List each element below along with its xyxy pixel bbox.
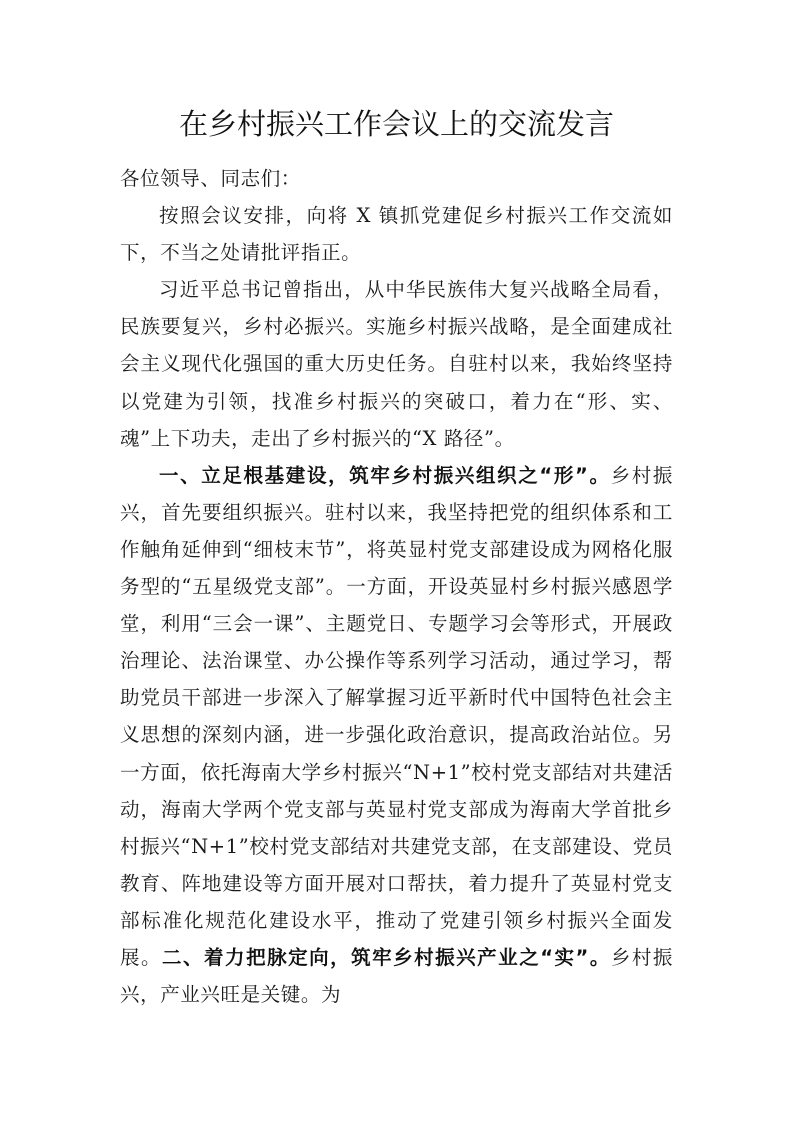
section-two-heading: 二、着力把脉定向，筑牢乡村振兴产业之“实”。 xyxy=(162,945,611,969)
section-one-text: 乡村振兴，首先要组织振兴。驻村以来，我坚持把党的组织体系和工作触角延伸到“细枝末节”，将英显村党支部建设成为网格化服务型的“五星级党支部”。一方面，开设英显村乡村振兴感恩学堂，利用“三会一课”、主题党日、专题学习会等形式，开展政治理论、法治课堂、办公操作等系列学习活动，通过学习，帮助党员干部进一步深入了解掌握习近平新时代中国特色社会主义思想的深刻内涵，进一步强化政治意识，提高政治站位。另一方面，依托海南大学乡村振兴“N+1”校村党支部结对共建活动，海南大学两个党支部与英显村党支部成为海南大学首批乡村振兴“N+1”校村党支部结对共建党支部，在支部建设、党员教育、阵地建设等方面开展对口帮扶，着力提升了英显村党支部标准化规范化建设水平，推动了党建引领乡村振兴全面发展。 xyxy=(120,463,673,969)
document-title: 在乡村振兴工作会议上的交流发言 xyxy=(178,107,614,141)
paragraph-background: 习近平总书记曾指出，从中华民族伟大复兴战略全局看，民族要复兴，乡村必振兴。实施乡村振兴战略，是全面建成社会主义现代化强国的重大历史任务。自驻村以来，我始终坚持以党建为引领，找准乡村振兴的突破口，着力在“形、实、魂”上下功夫，走出了乡村振兴的“X 路径”。 xyxy=(120,278,673,450)
salutation: 各位领导、同志们： xyxy=(120,167,301,190)
document-body xyxy=(120,160,673,1013)
paragraph-section-one xyxy=(120,457,673,1013)
section-one-heading: 一、立足根基建设，筑牢乡村振兴组织之“形”。 xyxy=(159,463,611,487)
section-two-text: 乡村振兴，产业兴旺是关键。为 xyxy=(120,945,673,1007)
paragraph-intro: 按照会议安排，向将 X 镇抓党建促乡村振兴工作交流如下，不当之处请批评指正。 xyxy=(120,204,673,265)
